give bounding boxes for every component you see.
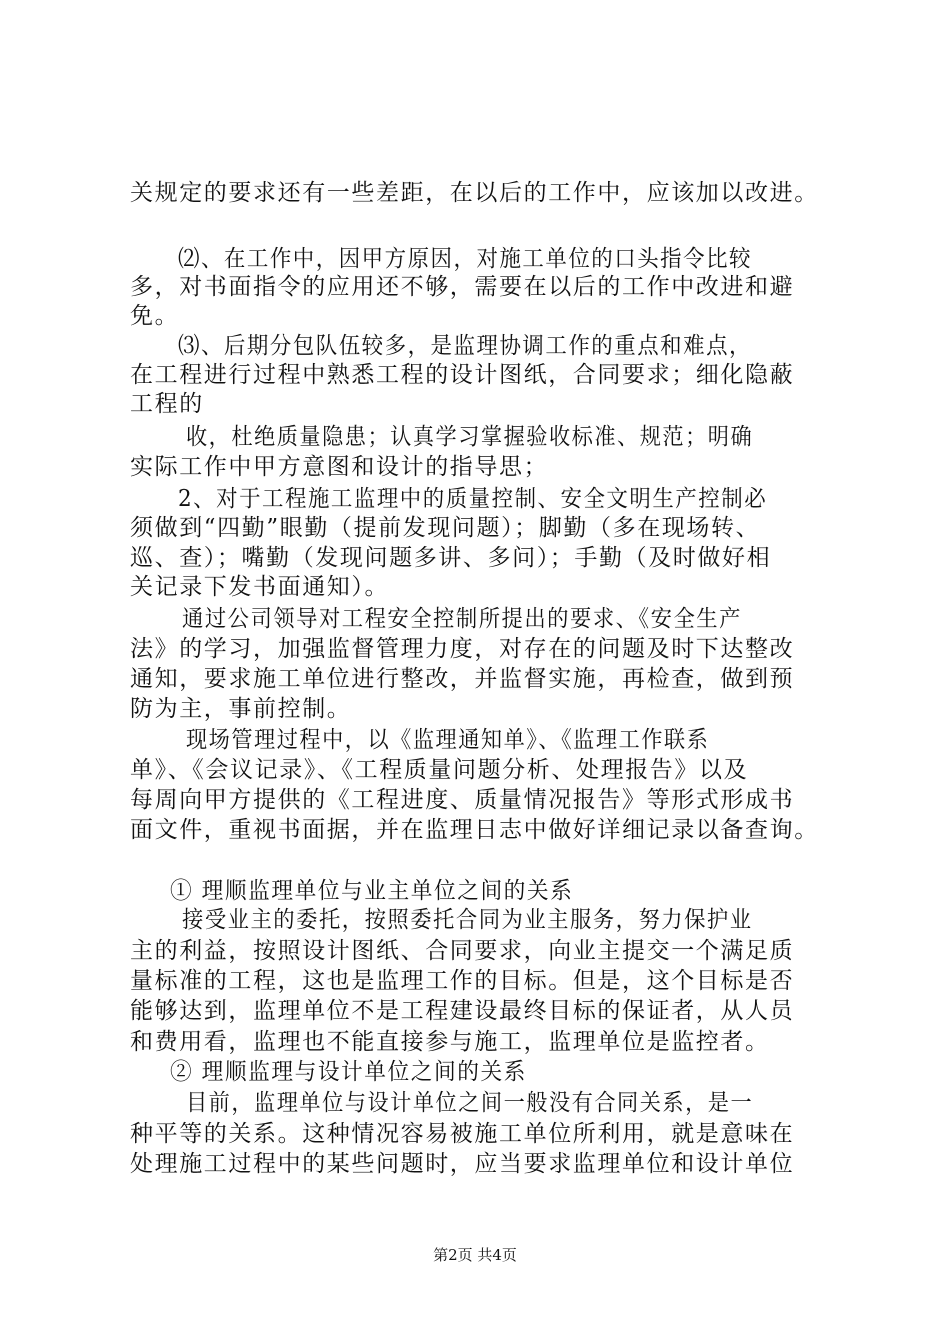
text-line: 关记录下发书面通知）。 xyxy=(130,574,390,600)
text-line: 单》、《会议记录》、《工程质量问题分析、处理报告》以及 xyxy=(130,757,749,783)
text-line: ⑵、在工作中，因甲方原因，对施工单位的口头指令比较 xyxy=(178,246,752,272)
text-line: 通过公司领导对工程安全控制所提出的要求、《安全生产 xyxy=(182,606,742,632)
text-line: 防为主，事前控制。 xyxy=(130,696,352,722)
text-line: 免。 xyxy=(130,303,180,329)
text-line: 现场管理过程中，以《监理通知单》、《监理工作联系 xyxy=(186,727,710,753)
text-line: ① 理顺监理单位与业主单位之间的关系 xyxy=(170,878,574,904)
text-line: 通知，要求施工单位进行整改，并监督实施，再检查，做到预 xyxy=(130,666,795,692)
text-line: 面文件，重视书面据，并在监理日志中做好详细记录以备查询。 xyxy=(130,817,819,843)
page-footer: 第2页 共4页 xyxy=(433,1246,517,1264)
text-line: 在工程进行过程中熟悉工程的设计图纸，合同要求；细化隐蔽 xyxy=(130,362,795,388)
text-line: 接受业主的委托，按照委托合同为业主服务，努力保护业 xyxy=(182,907,753,933)
text-line: 收，杜绝质量隐患；认真学习掌握验收标准、规范；明确 xyxy=(186,424,754,450)
text-line: 工程的 xyxy=(130,391,204,417)
text-line: 和费用看，监理也不能直接参与施工，监理单位是监控者。 xyxy=(130,1029,770,1055)
text-line: 法》的学习，加强监督管理力度，对存在的问题及时下达整改 xyxy=(130,636,795,662)
text-line: 多，对书面指令的应用还不够，需要在以后的工作中改进和避 xyxy=(130,274,795,300)
text-line: 实际工作中甲方意图和设计的指导思； xyxy=(130,454,549,480)
text-line: 关规定的要求还有一些差距，在以后的工作中，应该加以改进。 xyxy=(130,180,819,206)
text-line: 主的利益，按照设计图纸、合同要求，向业主提交一个满足质 xyxy=(130,938,795,964)
text-line: 每周向甲方提供的《工程进度、质量情况报告》等形式形成书 xyxy=(130,787,795,813)
text-line: 2、对于工程施工监理中的质量控制、安全文明生产控制必 xyxy=(178,486,768,512)
text-line: 处理施工过程中的某些问题时，应当要求监理单位和设计单位 xyxy=(130,1151,795,1177)
text-line: 量标准的工程，这也是监理工作的目标。但是，这个目标是否 xyxy=(130,968,795,994)
text-line: ② 理顺监理与设计单位之间的关系 xyxy=(170,1059,527,1085)
text-line: 巡、查）；嘴勤（发现问题多讲、多问）；手勤（及时做好相 xyxy=(130,545,772,571)
text-line: 能够达到，监理单位不是工程建设最终目标的保证者，从人员 xyxy=(130,998,795,1024)
text-line: 种平等的关系。这种情况容易被施工单位所利用，就是意味在 xyxy=(130,1121,795,1147)
text-line: 目前，监理单位与设计单位之间一般没有合同关系，是一 xyxy=(186,1090,754,1116)
text-line: 须做到“四勤”眼勤（提前发现问题）；脚勤（多在现场转、 xyxy=(130,515,761,541)
text-line: ⑶、后期分包队伍较多，是监理协调工作的重点和难点， xyxy=(178,333,752,359)
